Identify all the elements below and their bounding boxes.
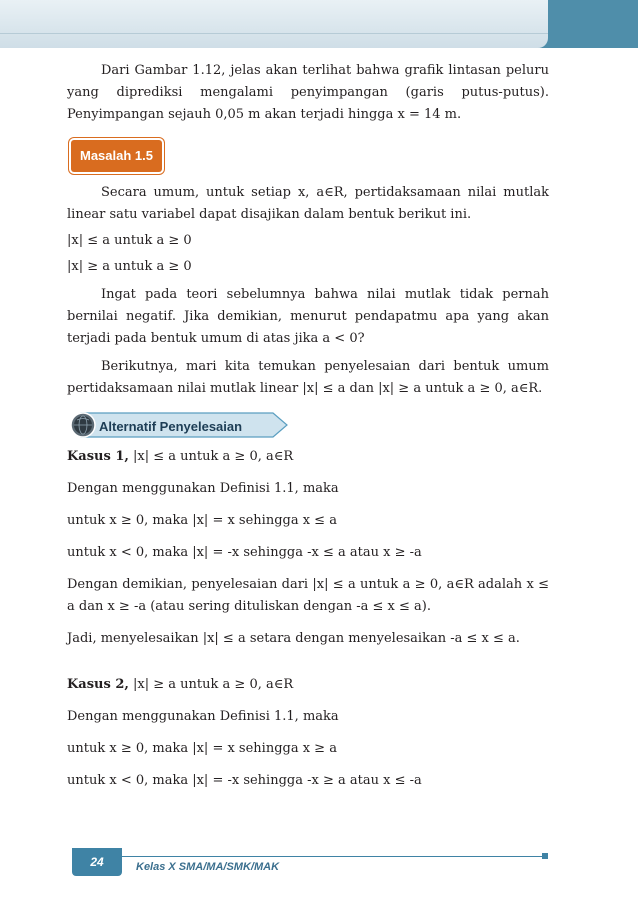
header-band-line <box>0 33 548 34</box>
globe-icon <box>71 413 95 437</box>
kasus1-line-positive: untuk x ≥ 0, maka |x| = x sehingga x ≤ a <box>67 513 337 528</box>
formula-greater-equal: |x| ≥ a untuk a ≥ 0 <box>67 259 192 274</box>
kasus2-line-negative: untuk x < 0, maka |x| = -x sehingga -x ≥ a atau x ≤ -a <box>67 773 422 788</box>
kasus2-line-definisi: Dengan menggunakan Definisi 1.1, maka <box>67 709 339 724</box>
kasus1-line-conclusion: Dengan demikian, penyelesaian dari |x| ≤ a untuk a ≥ 0, a∈R adalah x ≤ a dan x ≥ -a (atau sering dituliskan dengan -a ≤ x ≤ a). <box>67 577 549 614</box>
masalah-badge: Masalah 1.5 <box>71 140 162 172</box>
book-title: Kelas X SMA/MA/SMK/MAK <box>136 861 280 873</box>
kasus1-title-bold: Kasus 1, <box>67 449 129 464</box>
kasus2-line-positive: untuk x ≥ 0, maka |x| = x sehingga x ≥ a <box>67 741 337 756</box>
paragraph-recall: Ingat pada teori sebelumnya bahwa nilai mutlak tidak pernah bernilai negatif. Jika demikian, menurut pendapatmu apa yang akan terjadi pada bentuk umum di atas jika a < 0? <box>67 287 549 346</box>
page-footer <box>0 848 638 888</box>
kasus1-line-summary: Jadi, menyelesaikan |x| ≤ a setara dengan menyelesaikan -a ≤ x ≤ a. <box>67 631 520 646</box>
kasus2-title <box>67 674 549 696</box>
formula-less-equal: |x| ≤ a untuk a ≥ 0 <box>67 233 192 248</box>
kasus1-title <box>67 446 549 468</box>
page-content <box>67 60 549 792</box>
header-band <box>0 0 638 48</box>
alternatif-banner <box>67 410 549 440</box>
footer-square <box>542 853 548 859</box>
alternatif-label: Alternatif Penyelesaian <box>99 419 243 434</box>
kasus2-title-rest: |x| ≥ a untuk a ≥ 0, a∈R <box>128 677 294 692</box>
kasus1-line-negative: untuk x < 0, maka |x| = -x sehingga -x ≤ a atau x ≥ -a <box>67 545 422 560</box>
footer-rule <box>122 856 542 857</box>
paragraph-intro: Dari Gambar 1.12, jelas akan terlihat bahwa grafik lintasan peluru yang diprediksi mengalami penyimpangan (garis putus-putus). Penyimpangan sejauh 0,05 m akan terjadi hingga x = 14 m. <box>67 63 549 122</box>
header-band-inner <box>0 0 548 48</box>
paragraph-next: Berikutnya, mari kita temukan penyelesaian dari bentuk umum pertidaksamaan nilai mutlak linear |x| ≤ a dan |x| ≥ a untuk a ≥ 0, a∈R. <box>67 359 549 396</box>
page-number: 24 <box>72 848 122 876</box>
kasus1-title-rest: |x| ≤ a untuk a ≥ 0, a∈R <box>128 449 294 464</box>
paragraph-general-form: Secara umum, untuk setiap x, a∈R, pertidaksamaan nilai mutlak linear satu variabel dapat disajikan dalam bentuk berikut ini. <box>67 185 549 222</box>
kasus1-line-definisi: Dengan menggunakan Definisi 1.1, maka <box>67 481 339 496</box>
kasus2-title-bold: Kasus 2, <box>67 677 129 692</box>
